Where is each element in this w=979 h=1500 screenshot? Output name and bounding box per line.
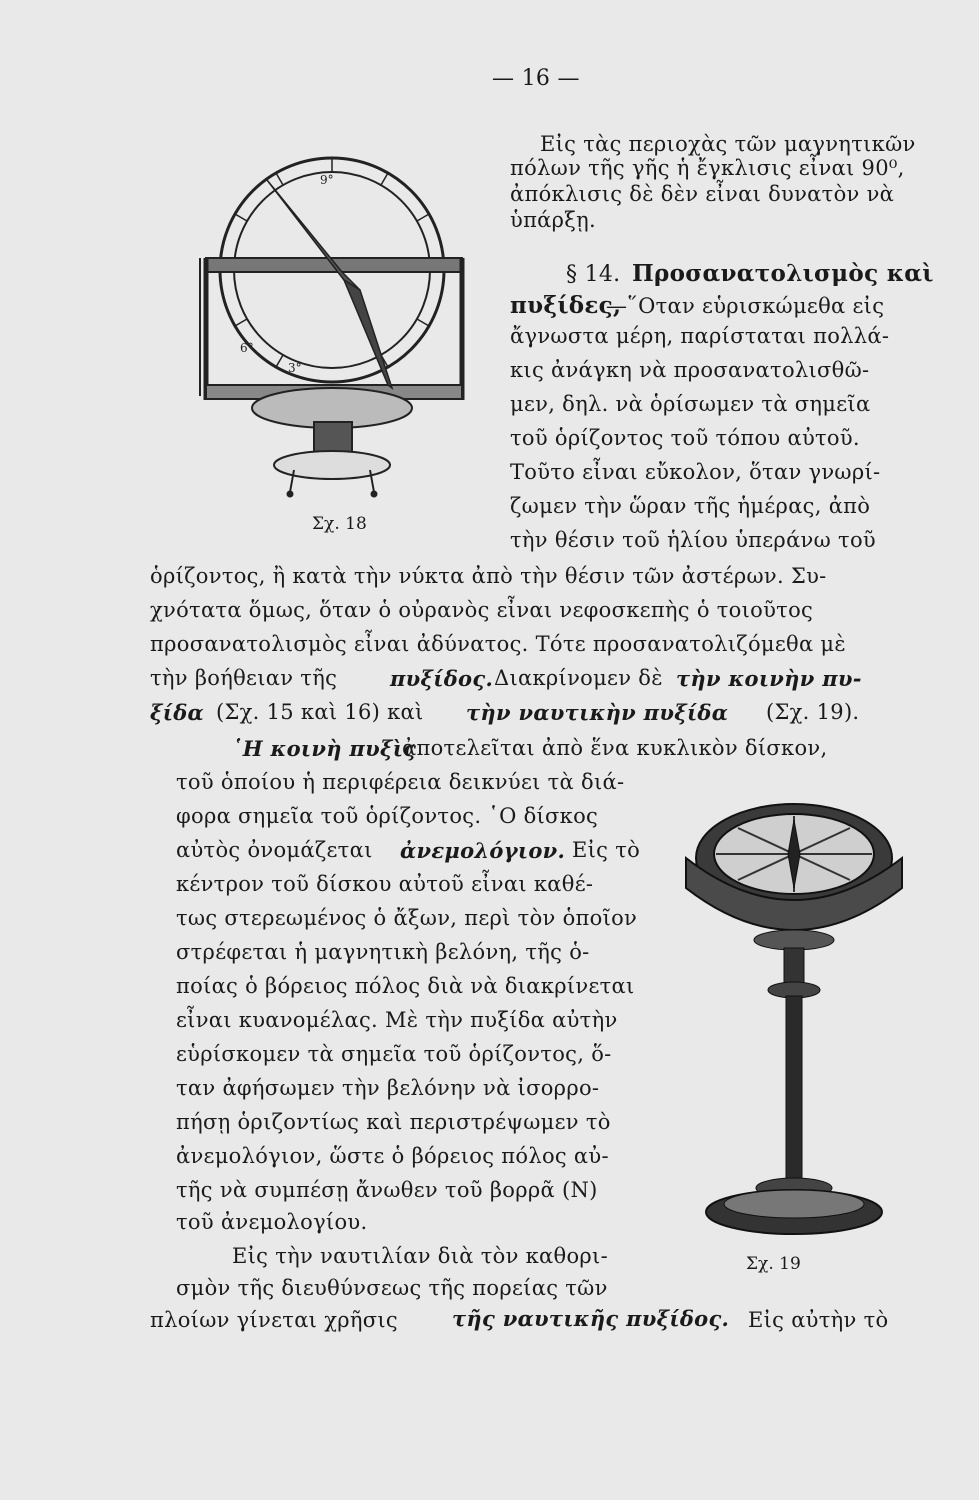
text-line: τοῦ ὁρίζοντος τοῦ τόπου αὐτοῦ.: [510, 426, 860, 450]
svg-text:9°: 9°: [320, 173, 334, 187]
text-line: μεν, δηλ. νὰ ὁρίσωμεν τὰ σημεῖα: [510, 392, 871, 416]
text-line: τοῦ ὁποίου ἡ περιφέρεια δεικνύει τὰ διά-: [176, 770, 625, 794]
text-line: Τοῦτο εἶναι εὔκολον, ὅταν γνωρί-: [510, 460, 881, 484]
svg-text:3°: 3°: [288, 361, 302, 375]
emphasis-term: ῾Η κοινὴ πυξὶς: [232, 736, 417, 761]
text-line: ζωμεν τὴν ὥραν τῆς ἡμέρας, ἀπὸ: [510, 494, 871, 518]
emphasis-term: τὴν κοινὴν πυ-: [676, 666, 862, 691]
text-line: ἀποτελεῖται ἀπὸ ἕνα κυκλικὸν δίσκον,: [402, 736, 828, 760]
text-line: (Σχ. 15 καὶ 16) καὶ: [216, 700, 424, 724]
text-line: πόλων τῆς γῆς ἡ ἔγκλισις εἶναι 90⁰,: [510, 156, 905, 180]
text-line: πλοίων γίνεται χρῆσις: [150, 1308, 398, 1332]
marine-compass-illustration: [676, 792, 916, 1242]
text-line: τοῦ ἀνεμολογίου.: [176, 1210, 368, 1234]
dip-circle-illustration: [192, 140, 482, 500]
text-line: φορα σημεῖα τοῦ ὁρίζοντος. ῾Ο δίσκος: [176, 804, 599, 828]
text-line: χνότατα ὅμως, ὅταν ὁ οὐρανὸς εἶναι νεφοσκεπὴς ὁ τοιοῦτος: [150, 598, 814, 622]
text-line: τως στερεωμένος ὁ ἄξων, περὶ τὸν ὁποῖον: [176, 906, 638, 930]
emphasis-term: τῆς ναυτικῆς πυξίδος.: [452, 1306, 730, 1331]
text-line: πήσῃ ὁριζοντίως καὶ περιστρέψωμεν τὸ: [176, 1110, 611, 1134]
section-title: Προσανατολισμὸς καὶ: [632, 260, 934, 287]
text-line: ταν ἀφήσωμεν τὴν βελόνην νὰ ἰσορρο-: [176, 1076, 600, 1100]
section-number: § 14.: [566, 262, 621, 287]
emphasis-term: ἀνεμολόγιον.: [400, 838, 566, 863]
emphasis-term: τὴν ναυτικὴν πυξίδα: [466, 700, 729, 725]
text-line: Εἰς αὐτὴν τὸ: [748, 1308, 889, 1332]
text-line: (Σχ. 19).: [766, 700, 860, 724]
text-line: στρέφεται ἡ μαγνητικὴ βελόνη, τῆς ὁ-: [176, 940, 590, 964]
page-number: — 16 —: [492, 66, 580, 91]
emphasis-term: ξίδα: [150, 700, 204, 725]
text-line: κέντρον τοῦ δίσκου αὐτοῦ εἶναι καθέ-: [176, 872, 594, 896]
text-line: ποίας ὁ βόρειος πόλος διὰ νὰ διακρίνεται: [176, 974, 635, 998]
text-line: —῞Οταν εὑρισκώμεθα εἰς: [606, 294, 885, 318]
text-line: Εἰς τὰς περιοχὰς τῶν μαγνητικῶν: [540, 132, 916, 156]
text-line: τὴν θέσιν τοῦ ἡλίου ὑπεράνω τοῦ: [510, 528, 876, 552]
text-line: τὴν βοήθειαν τῆς: [150, 666, 338, 690]
text-line: Εἰς τὸ: [572, 838, 641, 862]
text-line: εἶναι κυανομέλας. Μὲ τὴν πυξίδα αὐτὴν: [176, 1008, 618, 1032]
text-line: ἀνεμολόγιον, ὥστε ὁ βόρειος πόλος αὐ-: [176, 1144, 609, 1168]
text-line: ὁρίζοντος, ἢ κατὰ τὴν νύκτα ἀπὸ τὴν θέσιν τῶν ἀστέρων. Συ-: [150, 564, 827, 588]
text-line: αὐτὸς ὀνομάζεται: [176, 838, 373, 862]
figure-19-caption: Σχ. 19: [746, 1254, 801, 1274]
figure-18-caption: Σχ. 18: [312, 514, 367, 534]
text-line: ὑπάρξῃ.: [510, 208, 597, 232]
text-line: τῆς νὰ συμπέσῃ ἄνωθεν τοῦ βορρᾶ (Ν): [176, 1178, 598, 1202]
text-line: Εἰς τὴν ναυτιλίαν διὰ τὸν καθορι-: [232, 1244, 608, 1268]
section-title-cont: πυξίδες,: [510, 292, 622, 319]
text-line: προσανατολισμὸς εἶναι ἀδύνατος. Τότε προσανατολιζόμεθα μὲ: [150, 632, 846, 656]
text-line: ἀπόκλισις δὲ δὲν εἶναι δυνατὸν νὰ: [510, 182, 895, 206]
emphasis-term: πυξίδος.: [390, 666, 494, 691]
text-line: σμὸν τῆς διευθύνσεως τῆς πορείας τῶν: [176, 1276, 608, 1300]
text-line: ἄγνωστα μέρη, παρίσταται πολλά-: [510, 324, 890, 348]
text-line: κις ἀνάγκη νὰ προσανατολισθῶ-: [510, 358, 870, 382]
svg-text:6°: 6°: [240, 341, 254, 355]
text-line: Διακρίνομεν δὲ: [494, 666, 663, 690]
text-line: εὑρίσκομεν τὰ σημεῖα τοῦ ὁρίζοντος, ὅ-: [176, 1042, 612, 1066]
